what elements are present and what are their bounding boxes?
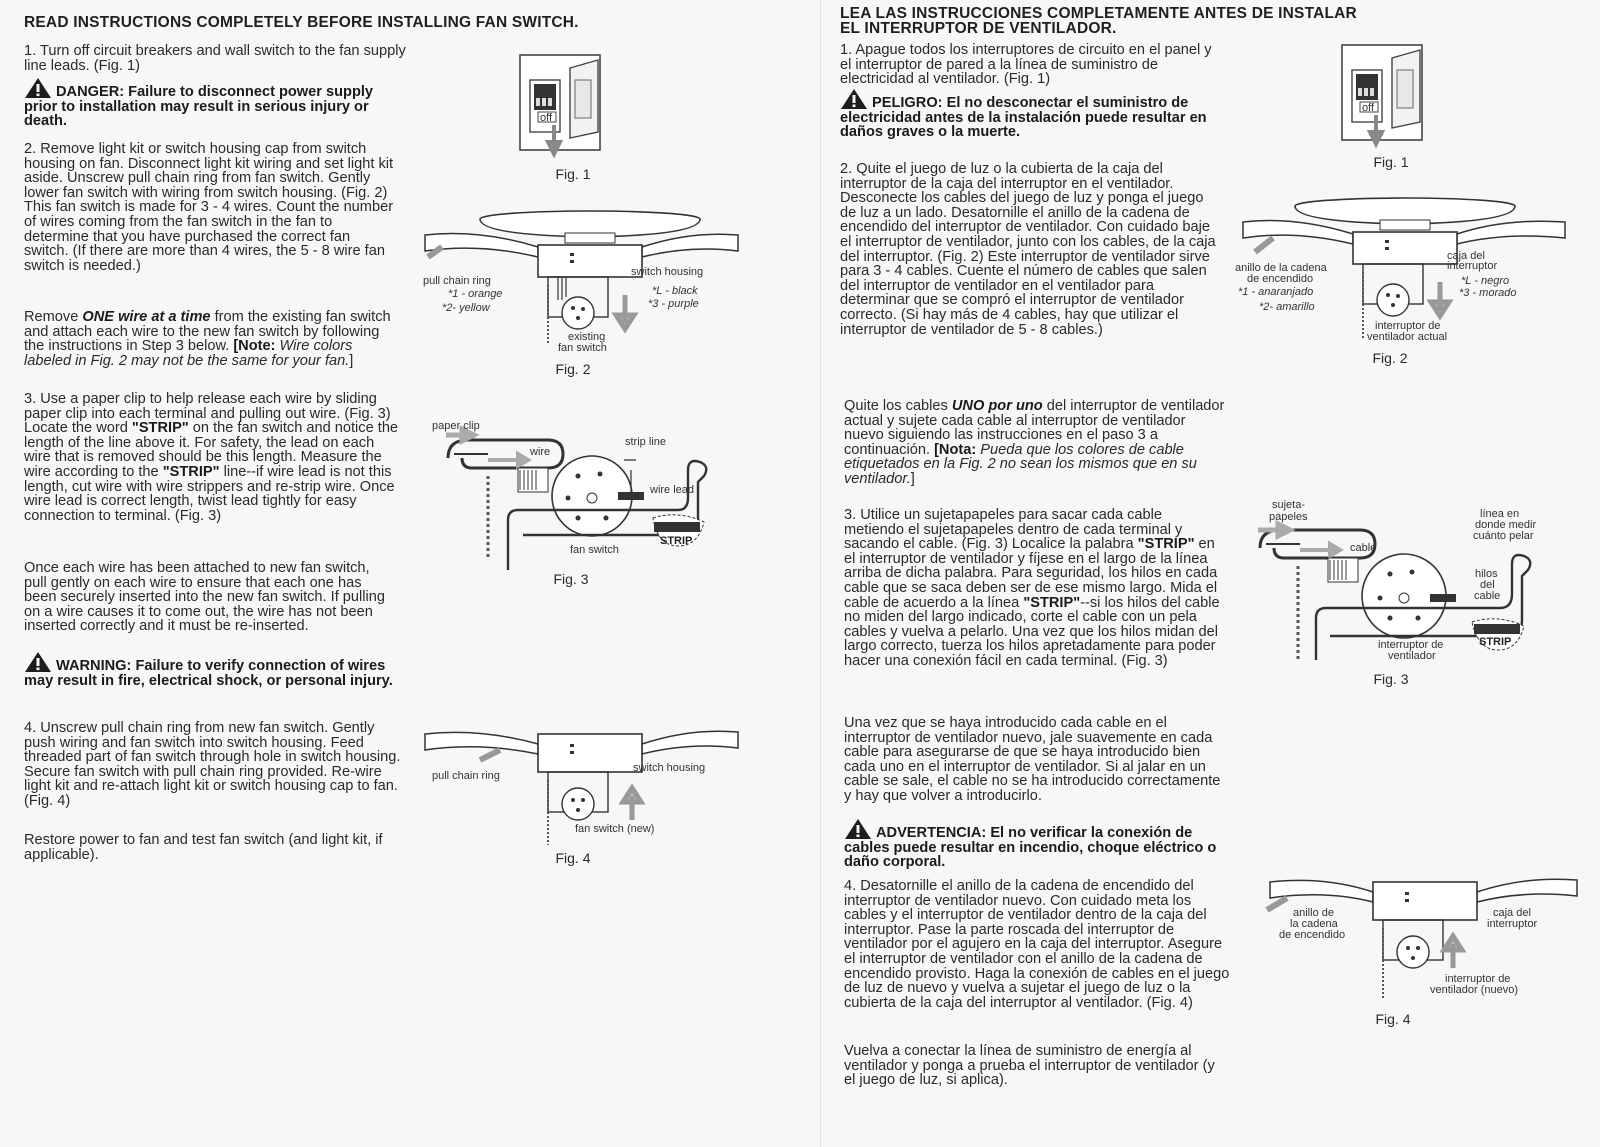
fig-2-fan-switch-diagram xyxy=(420,205,740,360)
note-text: Wire colors labeled in Fig. 2 may not be the same for your fan. xyxy=(24,338,353,369)
fig3-es-sujeta-label: sujeta- xyxy=(1272,499,1306,511)
fig-2-caption: Fig. 2 xyxy=(555,361,591,377)
english-remove-note xyxy=(24,310,396,368)
fig3-wire-lead-label: wire lead xyxy=(650,484,695,496)
spanish-heading-line-2: EL INTERRUPTOR DE VENTILADOR. xyxy=(840,20,1117,37)
fig2-purple-label: *3 - purple xyxy=(648,298,699,310)
warning-triangle-icon xyxy=(840,88,868,110)
fig-4-es-caption: Fig. 4 xyxy=(1375,1011,1411,1027)
fig2-es-anaranjado-label: *1 - anaranjado xyxy=(1238,286,1314,298)
fig4-es-de-encendido-label: de encendido xyxy=(1279,929,1346,941)
fig3-es-cable2-label: cable xyxy=(1474,590,1501,602)
english-step-1: 1. Turn off circuit breakers and wall switch to the fan supply line leads. (Fig. 1) xyxy=(24,43,406,74)
remove-bold: ONE wire at a time xyxy=(82,309,211,325)
fig-3-strip-diagram xyxy=(428,410,728,570)
spanish-step-1: 1. Apague todos los interruptores de circuito en el panel y el interruptor de pared a la línea de suministro de electricidad al ventilador. (Fig. 1) xyxy=(840,42,1212,88)
fig4-switch-housing-label: switch housing xyxy=(633,762,706,774)
fig2-es-int-de-label: interruptor de xyxy=(1375,320,1441,332)
fig-4-install-diagram xyxy=(420,720,740,850)
paso3-strip2: "STRIP" xyxy=(1023,594,1081,611)
english-step-3 xyxy=(24,392,400,523)
fig3-es-int-de-label: interruptor de xyxy=(1378,639,1444,651)
fig4-es-anillo-label: anillo de xyxy=(1293,907,1334,919)
fig2-es-amarillo-label: *2- amarillo xyxy=(1259,301,1315,313)
spanish-vuelva: Vuelva a conectar la línea de suministro de energía al ventilador y ponga a prueba el interruptor de ventilador (y el juego de luz, si aplica). xyxy=(844,1043,1215,1089)
fig2-es-caja-label: caja del xyxy=(1447,250,1485,262)
fig-3-es-strip-diagram xyxy=(1250,500,1550,665)
paso3-strip1: "STRIP" xyxy=(1137,536,1195,553)
fig4-es-la-cadena-label: la cadena xyxy=(1290,918,1338,930)
fig2-fan-switch-label: fan switch xyxy=(558,342,607,354)
english-danger xyxy=(24,77,399,129)
fig3-es-linea-en-label: línea en xyxy=(1480,508,1520,520)
fig4-es-interruptor-label: interruptor xyxy=(1487,918,1538,930)
spanish-step-2: 2. Quite el juego de luz o la cubierta de la caja del interruptor de la caja del interruptor en el ventilador. Desconecte los cables del juego de luz y ponga el juego de luz a un lado. Desatornille el anillo de la cadena de encendido del interruptor de ventilador. Con cuidado baje el interruptor de ventilador, junto con los cables, de la caja del interruptor. (Fig. 2) Este interruptor de ventilador sirve para 3 - 4 cables. Cuente el número de cables que salen del interruptor de ventilador en el ventilador para determinar que se compró el interruptor de ventilador correcto. (Si hay más de 4 cables, hay que utilizar el interruptor de ventilador de 5 - 8 cables.) xyxy=(840,161,1216,338)
fig2-yellow-label: *2- yellow xyxy=(442,302,490,314)
spanish-una-vez: Una vez que se haya introducido cada cable en el interruptor de ventilador nuevo, jale suavemente en cada cable para asegurarse de que se haya introducido bien cada uno en el interruptor de ventilador. Si al jalar en un cable se sale, el cable no se ha introducido correctamente y hay que volver a introducirlo. xyxy=(844,715,1221,804)
fig1-es-off-label: off xyxy=(1362,102,1375,114)
english-step-4: 4. Unscrew pull chain ring from new fan switch. Gently push wiring and fan switch into switch housing. Feed threaded part of fan switch through hole in switch housing. Secure fan switch with pull chain ring provided. Re-wire light kit and re-attach light kit or switch housing cap to fan. (Fig. 4) xyxy=(24,720,401,809)
english-once-attached: Once each wire has been attached to new fan switch, pull gently on each wire to ensure that each one has been securely inserted into the new fan switch. If pulling on a wire causes it to come out, the wire has not been inserted correctly and it must be re-inserted. xyxy=(24,560,385,635)
spanish-peligro xyxy=(840,88,1226,140)
step3-a: 3. Use a paper clip to help release each wire by sliding paper clip into each terminal and pulling out wire. (Fig. 3) Locate the word xyxy=(24,391,391,437)
spanish-step-3 xyxy=(844,508,1226,669)
fig-3-es-caption: Fig. 3 xyxy=(1373,671,1409,687)
fig3-es-donde-medir-label: donde medir xyxy=(1475,519,1537,531)
fig-1-breaker-panel-es xyxy=(1332,40,1442,155)
quite-bold: UNO por uno xyxy=(951,398,1043,414)
fig3-es-papeles-label: papeles xyxy=(1269,511,1308,523)
english-step-2: 2. Remove light kit or switch housing cap from switch housing on fan. Disconnect light kit wiring and set light kit aside. Unscrew pull chain ring from fan switch. Gently lower fan switch with wiring from switch housing. (Fig. 2) This fan switch is made for 3 - 4 wires. Count the number of wires coming from the fan switch in the fan to determine that you have purchased the correct fan switch. (If there are more than 4 wires, the 5 - 8 wire fan switch is needed.) xyxy=(24,141,394,274)
spanish-advertencia xyxy=(844,818,1226,870)
fig2-es-morado-label: *3 - morado xyxy=(1459,287,1517,299)
fig-2-es-fan-switch-diagram xyxy=(1235,192,1575,352)
advertencia-text: ADVERTENCIA: El no verificar la conexión de cables puede resultar en incendio, choque eléctrico o daño corporal. xyxy=(844,825,1217,871)
fig-2-es-caption: Fig. 2 xyxy=(1372,350,1408,366)
fig3-es-cable-label: cable xyxy=(1350,542,1377,554)
warning-triangle-icon xyxy=(24,77,52,99)
fig-4-caption: Fig. 4 xyxy=(555,850,591,866)
step3-b: on the fan switch and notice the length of the line above it. For safety, the lead on each wire that is removed should be this length. Measure the wire according to the xyxy=(24,420,399,480)
fig2-black-label: *L - black xyxy=(652,285,698,297)
warning-text: WARNING: Failure to verify connection of wires may result in fire, electrical shock, or personal injury. xyxy=(24,658,393,689)
fig3-paper-clip-label: paper clip xyxy=(432,420,480,432)
step3-c: line--if wire lead is not this length, cut wire with wire strippers and re-strip wire. Once wire lead is correct length, twist lead tightly for easy connection to terminal. (Fig. 3) xyxy=(24,463,395,524)
fig3-strip-line-label: strip line xyxy=(625,436,666,448)
fig-4-es-install-diagram xyxy=(1265,868,1585,1008)
fig4-es-int-de-label: interruptor de xyxy=(1445,973,1511,985)
remove-pre: Remove xyxy=(24,309,83,325)
fig3-es-strip-text: STRIP xyxy=(1479,636,1512,648)
nota-text: Pueda que los colores de cable etiquetados en la Fig. 2 no sean los mismos que en su ventilador. xyxy=(844,441,1197,487)
fig3-es-del-label: del xyxy=(1480,579,1495,591)
remove-mid: from the existing fan switch and attach each wire to the new fan switch by following the instructions in Step 3 below. xyxy=(24,309,391,355)
step3-strip2: "STRIP" xyxy=(162,463,220,480)
paso3-a: 3. Utilice un sujetapapeles para sacar cada cable metiendo el sujetapapeles dentro de cada terminal y sacando el cable. (Fig. 3) Localice la palabra xyxy=(844,507,1183,553)
fig3-wire-label: wire xyxy=(530,446,551,458)
danger-text: DANGER: Failure to disconnect power supply prior to installation may result in serious injury or death. xyxy=(24,84,374,130)
paso3-b: en el interruptor de ventilador y fíjese en el largo de la línea arriba de dicha palabra. Para seguridad, los hilos en cada cable que se saca deben ser de ese mismo largo. Mida el cable de acuerdo a la línea xyxy=(844,536,1218,611)
fig3-es-ventilador-label: ventilador xyxy=(1388,650,1436,662)
nota-label: [Nota: xyxy=(934,441,977,458)
fig3-es-cuanto-pelar-label: cuánto pelar xyxy=(1473,530,1534,542)
spanish-step-4: 4. Desatornille el anillo de la cadena de encendido del interruptor de ventilador nuevo. Con cuidado meta los cables y el interruptor de ventilador dentro de la caja del interruptor. Pase la parte roscada del interruptor de ventilador por el agujero en la caja del interruptor. Asegure el interruptor de ventilador con el anillo de la cadena de encendido provisto. Haga la conexión de cables en el juego de luz de nuevo y vuelva a sujetar el juego de luz o la cubierta de la caja del interruptor al ventilador. (Fig. 4) xyxy=(844,878,1230,1011)
warning-triangle-icon xyxy=(24,651,52,673)
quite-mid: del interruptor de ventilador actual y sujete cada cable al interruptor de ventilador nuevo siguiendo las instrucciones en el paso 3 a continuación. xyxy=(844,398,1225,458)
step3-strip1: "STRIP" xyxy=(131,420,189,437)
quite-pre: Quite los cables xyxy=(844,398,952,414)
note-close: ] xyxy=(349,352,354,369)
column-divider xyxy=(820,0,821,1147)
english-warning xyxy=(24,651,402,688)
fig2-es-vent-actual-label: ventilador actual xyxy=(1367,331,1448,343)
fig-1-es-caption: Fig. 1 xyxy=(1373,154,1409,170)
fig2-switch-housing-label: switch housing xyxy=(631,266,704,278)
fig2-existing-label: existing xyxy=(568,331,606,343)
fig3-strip-text: STRIP xyxy=(660,535,693,547)
fig2-es-encendido-label: de encendido xyxy=(1247,273,1314,285)
spanish-heading-line-1: LEA LAS INSTRUCCIONES COMPLETAMENTE ANTES DE INSTALAR xyxy=(840,5,1357,22)
fig4-es-vent-nuevo-label: ventilador (nuevo) xyxy=(1430,984,1519,996)
fig4-fan-switch-new-label: fan switch (new) xyxy=(575,823,655,835)
fig4-pull-chain-ring-label: pull chain ring xyxy=(432,770,500,782)
fig-3-caption: Fig. 3 xyxy=(553,571,589,587)
note-label: [Note: xyxy=(233,338,276,355)
english-restore: Restore power to fan and test fan switch (and light kit, if applicable). xyxy=(24,832,383,863)
fig-1-breaker-panel xyxy=(510,50,620,165)
warning-triangle-icon xyxy=(844,818,872,840)
fig4-es-caja-label: caja del xyxy=(1493,907,1531,919)
fig2-es-anillo-label: anillo de la cadena xyxy=(1235,262,1327,274)
fig2-orange-label: *1 - orange xyxy=(448,288,503,300)
nota-close: ] xyxy=(910,470,915,487)
english-heading: READ INSTRUCTIONS COMPLETELY BEFORE INSTALLING FAN SWITCH. xyxy=(24,14,579,31)
spanish-quite-note xyxy=(844,399,1226,487)
fig3-fan-switch-label: fan switch xyxy=(570,544,619,556)
fig-1-caption: Fig. 1 xyxy=(555,166,591,182)
paso3-c: --si los hilos del cable no miden del largo indicado, corte el cable con un pela cables y vuelva a pelarlo. Una vez que los hilos midan del largo correcto, tuerza los hilos apretadamente para poder hacer una conexión fácil en cada terminal. (Fig. 3) xyxy=(844,594,1220,669)
peligro-text: PELIGRO: El no desconectar el suministro de electricidad antes de la instalación puede resultar en daños graves o la muerte. xyxy=(840,95,1207,141)
fig2-pull-chain-ring-label: pull chain ring xyxy=(423,275,491,287)
fig2-es-interruptor-label: interruptor xyxy=(1447,260,1498,272)
fig2-es-negro-label: *L - negro xyxy=(1461,275,1510,287)
fig1-off-label: off xyxy=(540,112,553,124)
fig3-es-hilos-label: hilos xyxy=(1475,568,1498,580)
